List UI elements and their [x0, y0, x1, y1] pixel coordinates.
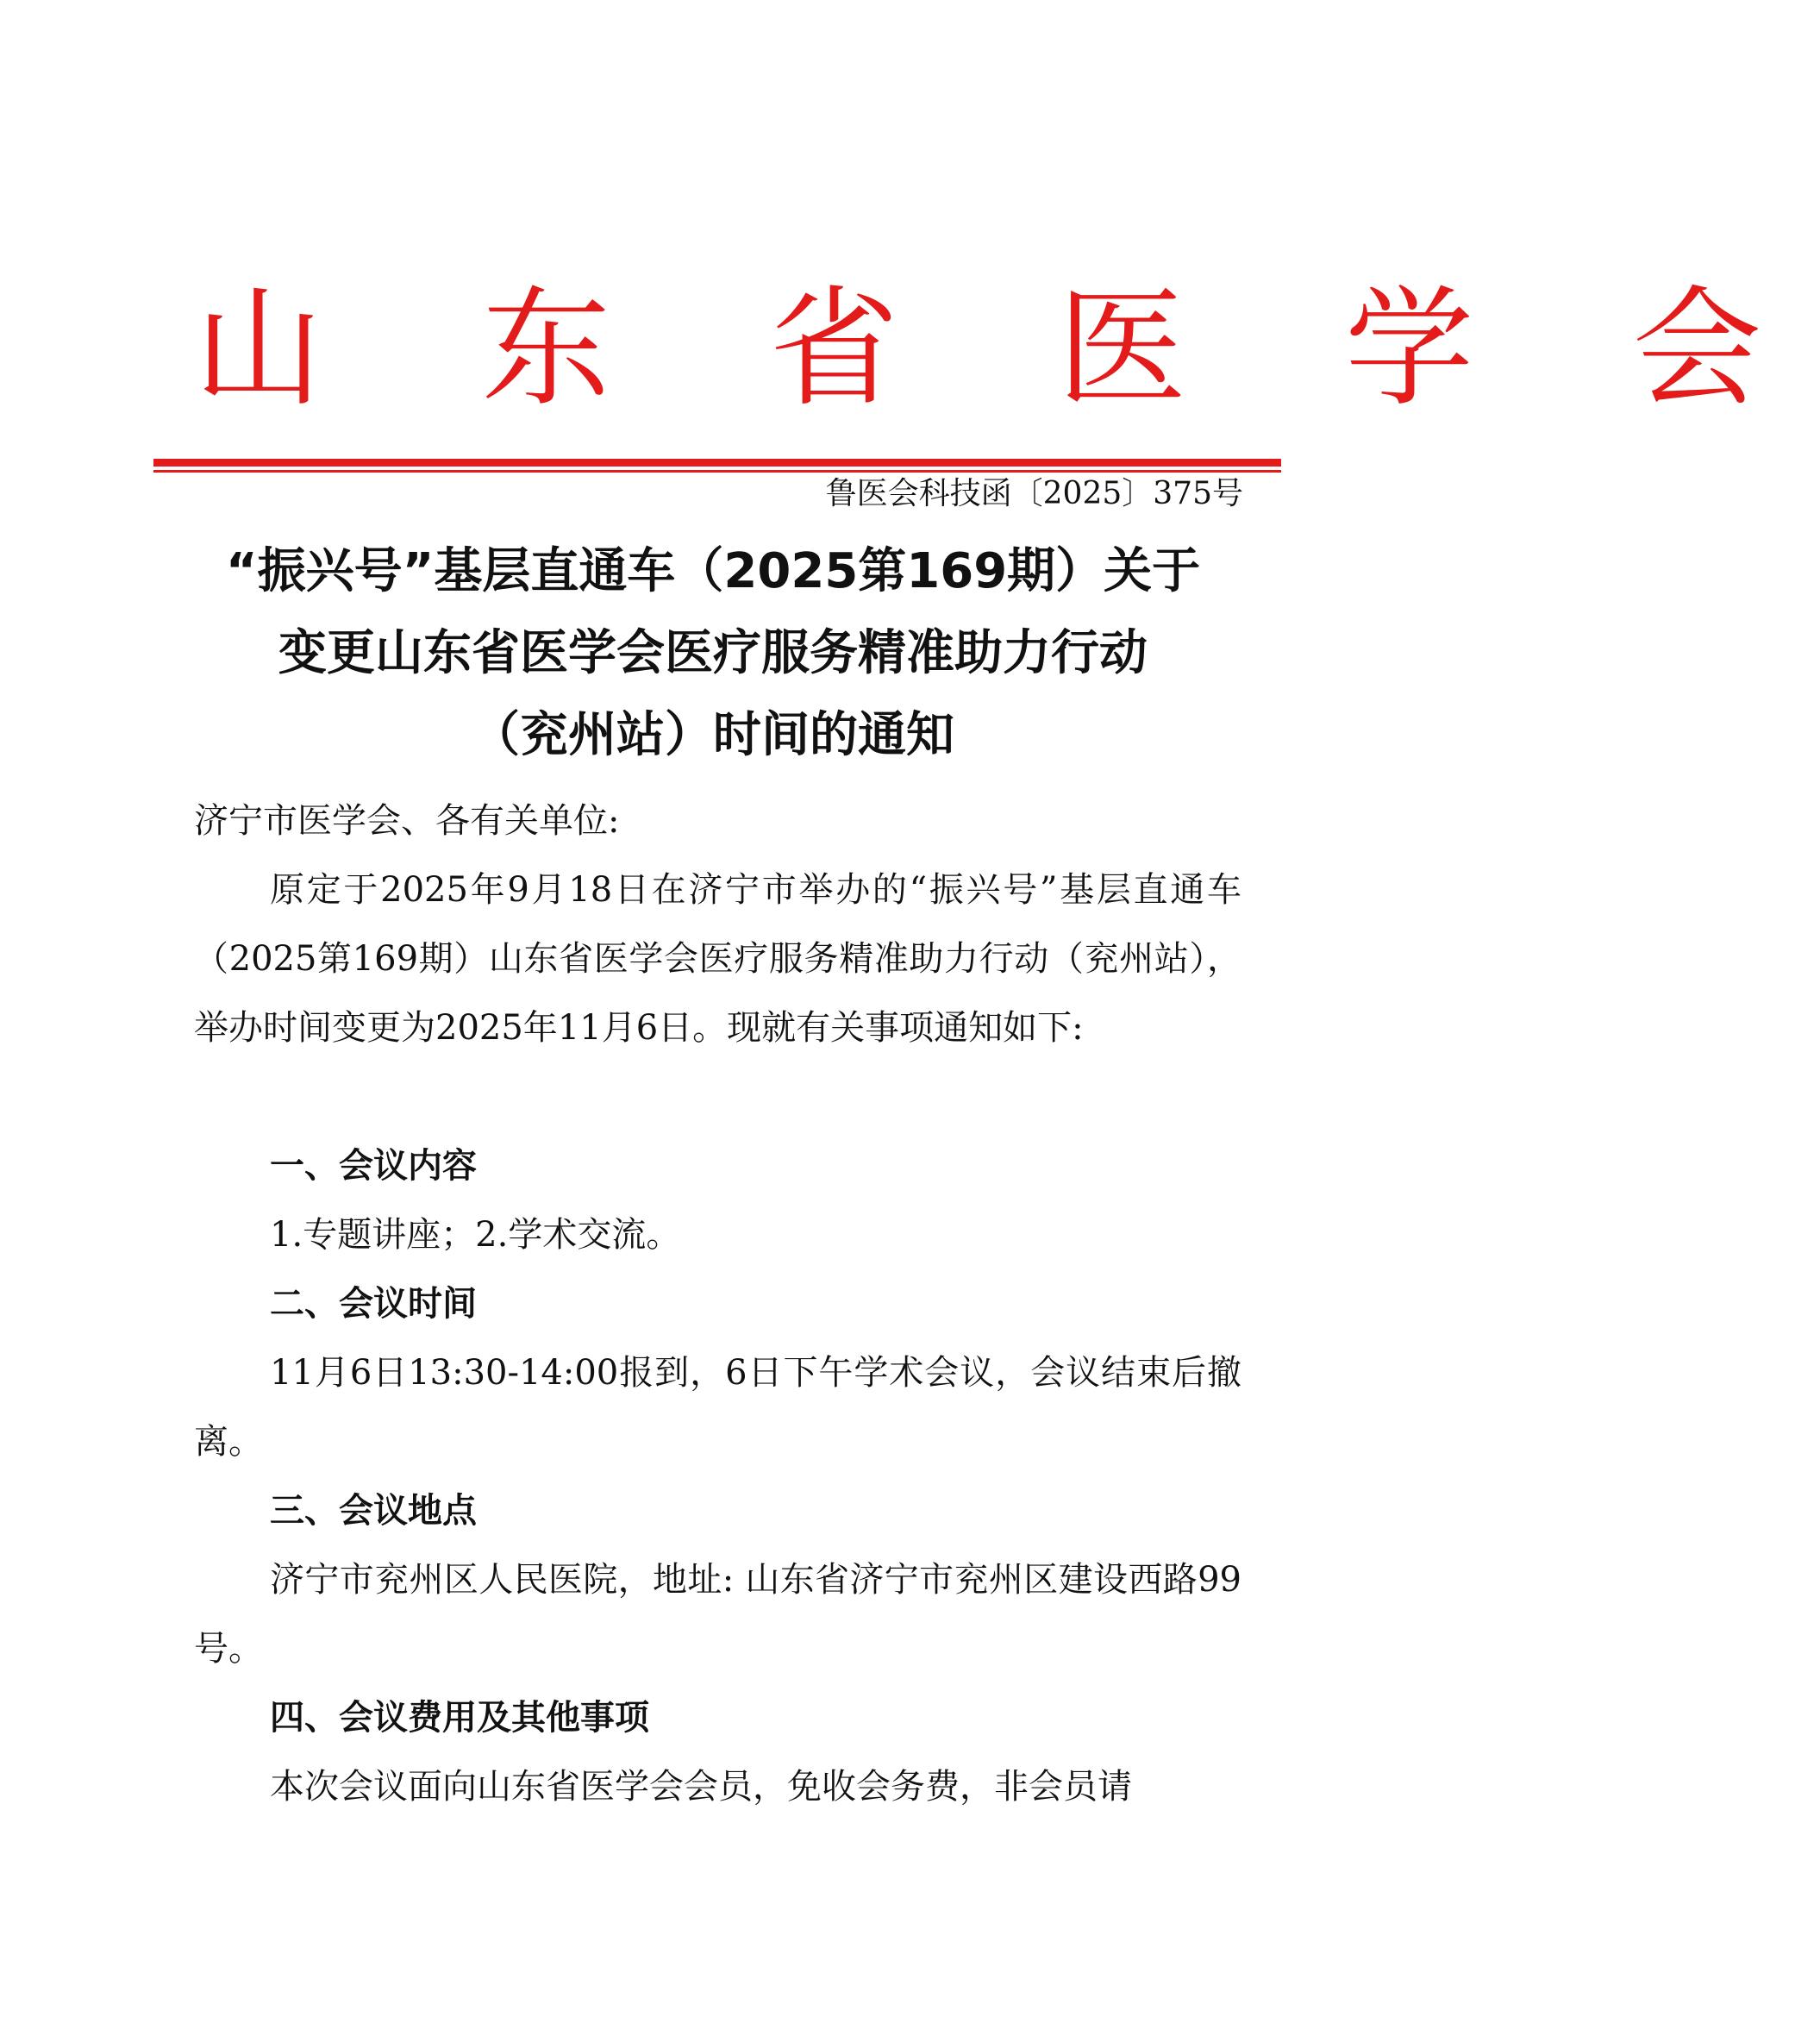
section-heading-content: 一、会议内容: [270, 1146, 477, 1186]
title-line-2: 变更山东省医学会医疗服务精准助力行动: [278, 625, 1148, 681]
document-title: [172, 530, 1254, 776]
title-line-1: “振兴号”基层直通车（2025第169期）关于: [225, 543, 1201, 599]
document-number: 鲁医会科技函〔2025〕375号: [825, 476, 1243, 511]
section-text-location: 济宁市兖州区人民医院，地址: 山东省济宁市兖州区建设西路99号。: [194, 1560, 1241, 1669]
section-text-content: 1.专题讲座；2.学术交流。: [270, 1215, 681, 1255]
section-heading-time: 二、会议时间: [270, 1284, 477, 1324]
section-text-fees: 本次会议面向山东省医学会会员，免收会务费，非会员请: [270, 1767, 1132, 1807]
section-heading-fees: 四、会议费用及其他事项: [270, 1698, 649, 1738]
intro-paragraph: 原定于2025年9月18日在济宁市举办的“振兴号”基层直通车（2025第169期）山东省医学会医疗服务精准助力行动（兖州站），举办时间变更为2025年11月6日。现就有关事项通知如下:: [194, 870, 1241, 1048]
letterhead-org-name: 山 东 省 医 学 会: [194, 274, 1820, 424]
salutation: 济宁市医学会、各有关单位:: [194, 801, 620, 841]
title-line-3: （兖州站）时间的通知: [472, 707, 954, 763]
section-text-time: 11月6日13:30-14:00报到，6日下午学术会议，会议结束后撤离。: [194, 1353, 1241, 1462]
letterhead-rule-thick: [153, 459, 1281, 467]
section-heading-location: 三、会议地点: [270, 1491, 477, 1531]
